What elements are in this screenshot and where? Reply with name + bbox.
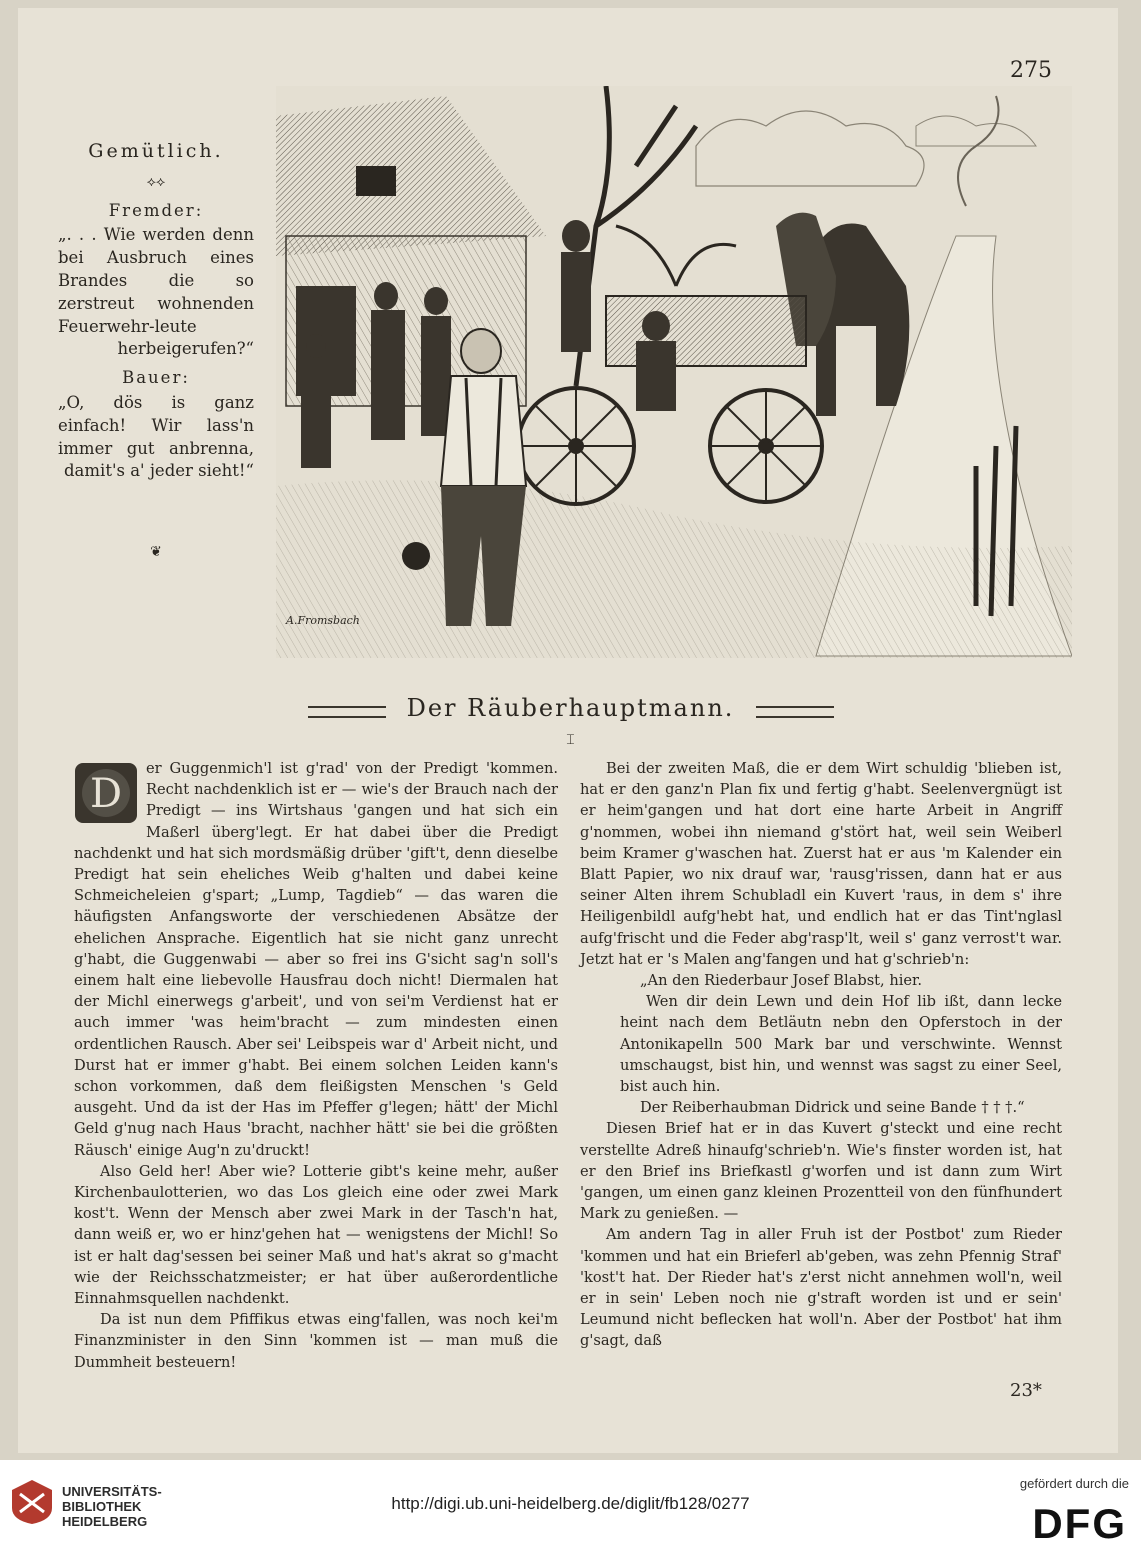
right-rule-ornament	[756, 706, 834, 718]
library-line: BIBLIOTHEK	[62, 1499, 142, 1514]
ornament-icon: ⟡⟡	[146, 173, 166, 190]
paragraph: Also Geld her! Aber wie? Lotterie gibt's keine mehr, außer Kirchenbaulotterien, wo das Los gleich eine oder zwei Mark kost't. Wenn der Mensch aber zwei Mark in der Tasch'n hat, dann weiß er, wo er hinz'gehen hat — wenigstens der Michl! So ist er halt dag'sessen bei seiner Maß und hat's akrat so g'macht wie der Reichsschatzmeister; er hat über außerordentliche Einnahmsquellen nachdenkt.	[74, 1162, 558, 1308]
paragraph: Da ist nun dem Pfiffikus etwas eing'fallen, was noch kei'm Finanzminister in den Sinn 'kommen ist — man muß die Dummheit besteuern!	[74, 1311, 558, 1371]
dropcap-letter: D	[89, 771, 123, 817]
window	[356, 166, 396, 196]
fire-brigade-illustration	[276, 86, 1072, 658]
paragraph: er Guggenmich'l ist g'rad' von der Predigt 'kommen. Recht nachdenklich ist er — wie's der Brauch nach der Predigt — ins Wirtshaus 'gangen und hat sich ein Maßerl überg'legt. Er hat dabei über die Predigt nachdenkt und hat sich mordsmäßig drüber 'gift't, denn dieselbe Predigt hat sein eheliches Weib g'halten und dabei keine Schmeicheleien g'spart; „Lump, Tagdieb“ — das waren die häufigsten Anfangsworte der verschiedenen Absätze der ehelichen Ansprache. Eigentlich hat sie nicht ganz unrecht g'habt, die Guggenwabi — aber so frei ins G'sicht sag'n soll's einem halt eine liebevolle Hausfrau doch nicht! Diermalen hat der Michl einerwegs g'arbeit', und von sei'm Verdienst hat er auch immer 'was heim'bracht — zum mindesten einen ordentlichen Rausch. Aber sei' Leibspeis war d' Arbeit nicht, und Durst hat er immer g'habt. Bei einem solchen Leiden kann's schon vorkommen, daß dem fleißigsten Menschen 's Geld ausgeht. Und da ist der Has im Pfeffer g'legen; hätt' der Michl Geld g'nug nach Haus 'bracht, nachher hätt' sie bei die größten Räusch' einige Aug'n zu'druckt!	[74, 760, 558, 1159]
speaker-stranger: Fremder:	[108, 200, 204, 220]
folio-mark: 23*	[1010, 1380, 1042, 1401]
speech-farmer: „O, dös is ganz einfach! Wir lass'n immer gut anbrenna, damit's a' jeder sieht!“	[58, 392, 254, 481]
page-number: 275	[1010, 58, 1052, 83]
source-url-link[interactable]: http://digi.ub.uni-heidelberg.de/diglit/fb128/0277	[391, 1494, 750, 1513]
paragraph: Diesen Brief hat er in das Kuvert g'steckt und eine recht verstellte Adreß hinaufg'schrieb'n. Wie's finster worden ist, hat er den Brief ins Briefkastl g'worfen und ist dann zum Wirt 'gangen, um einen ganz kleinen Prozentteil von den fünfhundert Mark zu genießen. —	[580, 1120, 1062, 1223]
speech-stranger: „. . . Wie werden denn bei Ausbruch eines Brandes die so zerstreut wohnenden Feuerwehr-leute herbeigerufen?“	[58, 225, 254, 359]
story-column-right	[580, 758, 1062, 1352]
footer-bar	[0, 1460, 1141, 1553]
library-line: HEIDELBERG	[62, 1514, 148, 1529]
paragraph: Am andern Tag in aller Fruh ist der Postbot' zum Rieder 'kommen und hat ein Brieferl ab'geben, was zehn Pfennig Straf' 'kost't hat. Der Rieder hat's z'erst nicht annehmen woll'n, weil er in sein' Leben noch nie g'straft worden ist und er sein' Leumund nicht beflecken hat woll'n. Aber der Postbot' hat ihm g'sagt, daß	[580, 1226, 1062, 1350]
dfg-logo: DFG	[1032, 1500, 1127, 1547]
dropcap-initial	[74, 762, 138, 824]
library-line: UNIVERSITÄTS-	[62, 1484, 162, 1499]
funding-label: gefördert durch die	[1019, 1476, 1129, 1491]
artist-signature: A.Fromsbach	[286, 614, 360, 627]
paragraph: Bei der zweiten Maß, die er dem Wirt schuldig 'blieben ist, hat er den ganz'n Plan fix und fertig g'habt. Seelenvergnügt ist er heim'gangen und hat dort eine harte Arbeit in Angriff g'nommen, wobei ihn niemand g'stört hat, weil sein Weiberl beim Kramer g'waschen hat. Zuerst hat er aus 'm Kalender ein Blatt Papier, wo nix drauf war, 'rausg'rissen, dann hat er aus seiner Alten ihrem Schubladl ein Kuvert 'raus, in dem s' ihre Heiligenbildl aufg'hebt hat, und endlich hat er das Tint'nglasl aufg'frischt und die Feder abg'rasp'lt, weil s' ganz verrost't war. Jetzt hat er 's Malen ang'fangen und hat g'schrieb'n:	[580, 760, 1062, 968]
joke-title: Gemütlich.	[88, 140, 224, 162]
sidebar-joke	[58, 140, 254, 566]
letter-signature: Der Reiberhaubman Didrick und seine Bande † † †.“	[640, 1099, 1025, 1117]
left-rule-ornament	[308, 706, 386, 718]
letter-body: Wen dir dein Lewn und dein Hof lib ißt, dann lecke heint nach dem Betläutn nebn den Opferstoch in der Antonikapelln 500 Mark bar und verschwinte. Wennst umschaugst, bist hin, und wennst was sagst zu einer Seel, bist auch hin.	[620, 993, 1062, 1096]
letter-address: „An den Riederbaur Josef Blabst, hier.	[640, 972, 923, 990]
story-column-left	[74, 758, 558, 1373]
speaker-farmer: Bauer:	[122, 368, 190, 388]
story-heading	[0, 694, 1141, 722]
story-title: Der Räuberhauptmann.	[406, 694, 735, 722]
flourish-ornament-icon: ❦	[150, 544, 162, 561]
title-ornament-icon: ⌶	[566, 732, 575, 748]
